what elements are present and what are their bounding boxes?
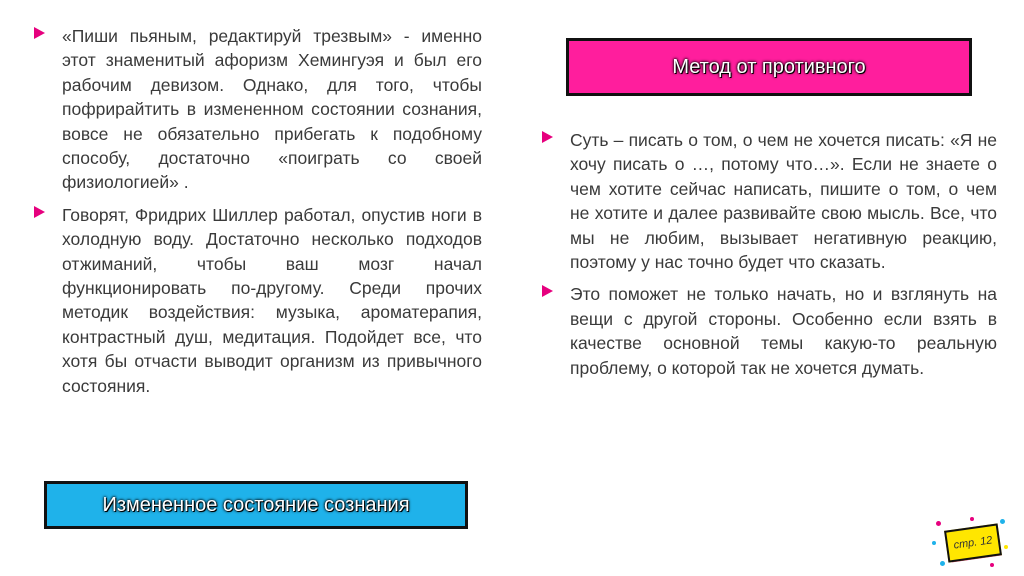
right-column (542, 128, 997, 388)
page-number (944, 523, 1002, 562)
bullet-text: Суть – писать о том, о чем не хочется писать: «Я не хочу писать о …, потому что…». Если не знаете о чем хотите сейчас написать, пишите о том, о чем не хотите и далее развивайте свою мысль. Все, что мы не любим, вызывает негативную реакцию, поэтому у нас точно будет что сказать. (570, 130, 997, 273)
triangle-arrow-icon (542, 285, 553, 297)
bullet-item (542, 128, 997, 274)
bullet-text: Это поможет не только начать, но и взглянуть на вещи с другой стороны. Особенно если взять в качестве основной темы какую-то реальную проблему, о которой так не хочется думать. (570, 284, 997, 378)
page-number-label: стр. 12 (952, 534, 994, 552)
confetti-dot (940, 561, 945, 566)
confetti-dot (932, 541, 936, 545)
confetti-dot (970, 517, 974, 521)
triangle-arrow-icon (34, 206, 45, 218)
bullet-item (34, 24, 482, 195)
bullet-text: Говорят, Фридрих Шиллер работал, опустив ноги в холодную воду. Достаточно несколько подходов отжиманий, чтобы ваш мозг начал функционировать по-другому. Среди прочих методик воздействия: музыка, ароматерапия, контрастный душ, медитация. Подойдет все, что хотя бы отчасти выводит организм из привычного состояния. (62, 204, 482, 396)
method-opposite-banner (566, 38, 972, 96)
altered-state-banner (44, 481, 468, 529)
triangle-arrow-icon (34, 27, 45, 39)
bullet-text: «Пиши пьяным, редактируй трезвым» - именно этот знаменитый афоризм Хемингуэя и был его рабочим девизом. Однако, для того, чтобы пофрирайтить в измененном состоянии сознания, вовсе не обязательно прибегать к подобному способу, достаточно «поиграть со своей физиологией» . (62, 26, 482, 193)
bullet-item (542, 282, 997, 380)
confetti-dot (1004, 545, 1008, 549)
left-column (34, 24, 482, 406)
page-number-badge (930, 515, 1010, 573)
banner-title: Измененное состояние сознания (102, 493, 410, 516)
banner-title: Метод от противного (672, 55, 866, 78)
confetti-dot (936, 521, 941, 526)
bullet-item (34, 203, 482, 398)
confetti-dot (1000, 519, 1005, 524)
triangle-arrow-icon (542, 131, 553, 143)
confetti-dot (990, 563, 994, 567)
